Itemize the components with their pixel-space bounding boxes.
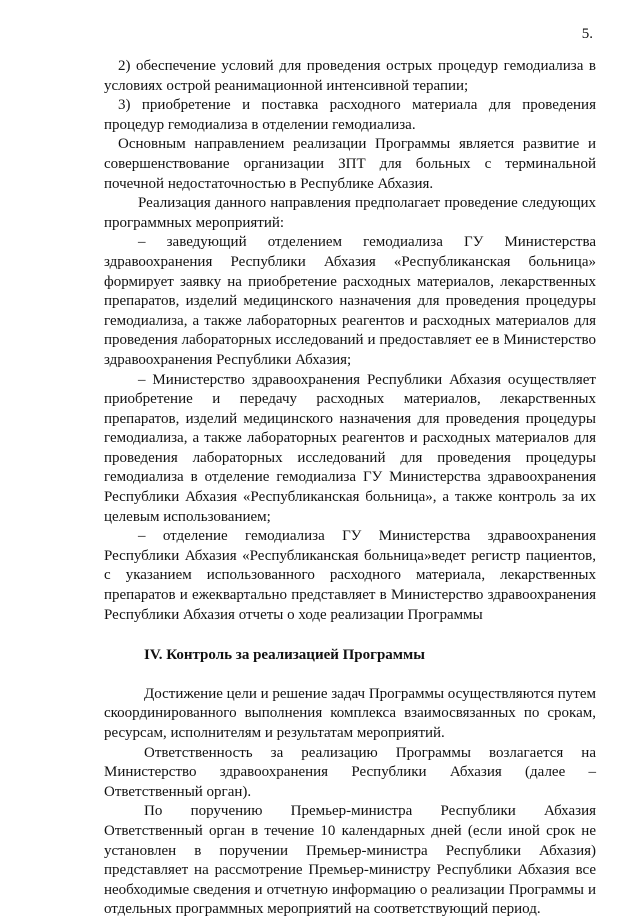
paragraph-implementation: Реализация данного направления предполагает проведение следующих программных мероприятий: [104,195,596,231]
list-item-3: 3) приобретение и поставка расходного материала для проведения процедур гемодиализа в отделении гемодиализа. [104,97,596,133]
document-body [104,57,596,920]
page-number: 5. [581,26,593,42]
bullet-head-of-department: – заведующий отделением гемодиализа ГУ Министерства здравоохранения Республики Абхазия «Республиканская больница» формирует заявку на приобретение расходных материалов, лекарственных препаратов, изделий медицинского назначения для проведения процедуры гемодиализа, а также лабораторных реагентов и расходных материалов для проведения лабораторных исследований и предоставляет ее в Министерство здравоохранения Республики Абхазия; [104,234,596,368]
section-heading: IV. Контроль за реализацией Программы [144,647,425,664]
bullet-department: – отделение гемодиализа ГУ Министерства здравоохранения Республики Абхазия «Республиканская больница»ведет регистр пациентов, с указанием использованного расходного материала, лекарственных препаратов и ежеквартально представляет в Министерство здравоохранения Республики Абхазия отчеты о ходе реализации Программы [104,528,596,623]
paragraph-responsibility: Ответственность за реализацию Программы возлагается на Министерство здравоохранения Республики Абхазия (далее – Ответственный орган). [104,744,596,800]
list-item-2: 2) обеспечение условий для проведения острых процедур гемодиализа в условиях острой реанимационной интенсивной терапии; [104,58,596,94]
paragraph-main-direction: Основным направлением реализации Программы является развитие и совершенствование организации ЗПТ для больных с терминальной почечной недостаточностью в Республике Абхазия. [104,136,596,192]
paragraph-instruction: По поручению Премьер-министра Республики Абхазия Ответственный орган в течение 10 календарных дней (если иной срок не установлен в поручении Премьер-министра Республики Абхазия) представляет на рассмотрение Премьер-министру Республики Абхазия все необходимые сведения и отчетную информацию о реализации Программы и отдельных программных мероприятий на соответствующий период. [104,803,596,918]
bullet-ministry: – Министерство здравоохранения Республики Абхазия осуществляет приобретение и передачу расходных материалов, лекарственных препаратов, изделий медицинского назначения для проведения процедуры гемодиализа, а также лабораторных реагентов и расходных материалов для проведения лабораторных исследований для проведения процедуры гемодиализа в отделение гемодиализа ГУ Министерства здравоохранения Республики Абхазия «Республиканская больница», а также контроль за их целевым использованием; [104,371,596,525]
paragraph-goal: Достижение цели и решение задач Программы осуществляются путем скоординированного выполнения комплекса взаимосвязанных по срокам, ресурсам, исполнителям и результатам мероприятий. [104,685,596,741]
